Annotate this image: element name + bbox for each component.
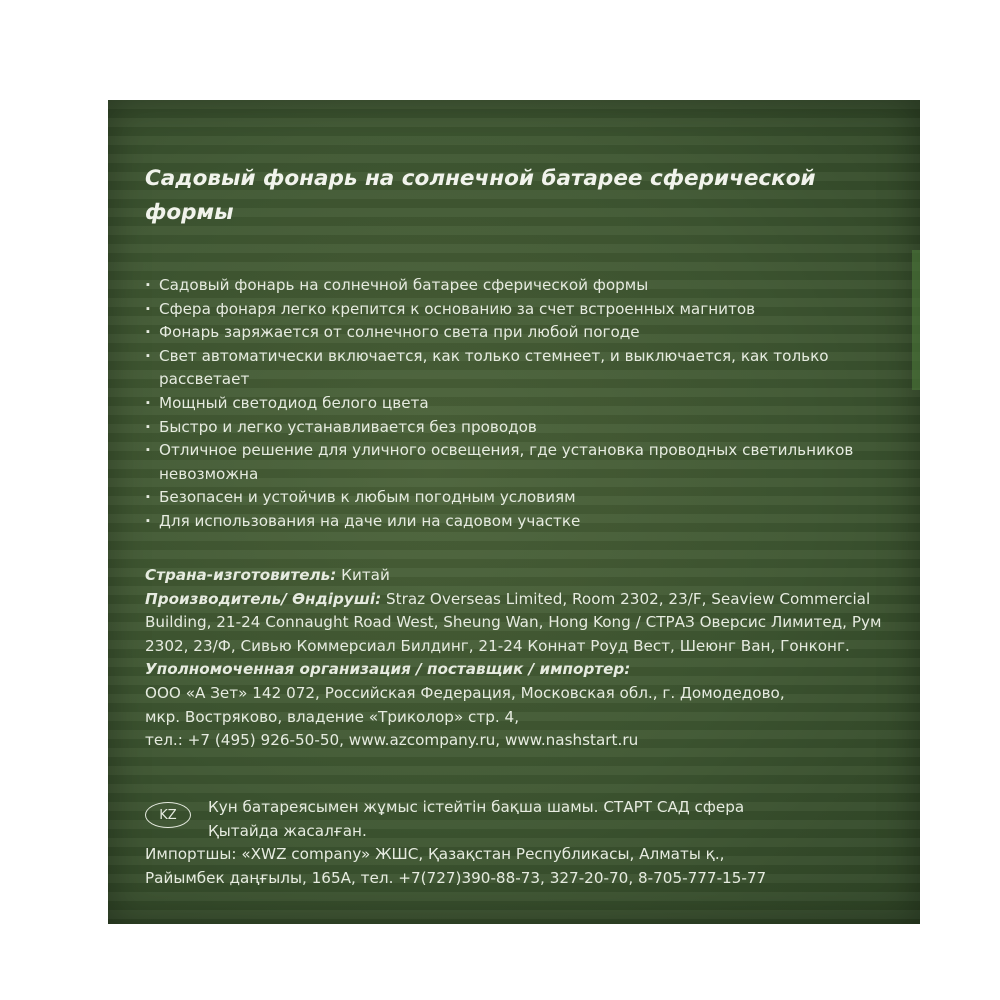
- kazakh-line: Кун батареясымен жұмыс істейтін бақша шамы. СТАРТ САД сфера: [208, 798, 745, 816]
- feature-item: · Фонарь заряжается от солнечного света при любой погоде: [145, 321, 890, 345]
- importer-label: Уполномоченная организация / поставщик / импортер:: [145, 660, 631, 679]
- kazakh-importer-line: Импортшы: «XWZ company» ЖШС, Қазақстан Республикасы, Алматы қ.,: [145, 845, 725, 864]
- package-text-block: [145, 162, 890, 887]
- feature-item: · Садовый фонарь на солнечной батарее сферической формы: [145, 274, 890, 298]
- panel-edge-mark: [912, 250, 920, 390]
- feature-item: · Для использования на даче или на садовом участке: [145, 510, 890, 534]
- product-title: Садовый фонарь на солнечной батарее сферической формы: [145, 166, 816, 225]
- feature-item: · Быстро и легко устанавливается без проводов: [145, 416, 890, 440]
- manufacturer-line: [145, 588, 890, 659]
- feature-item: · Отличное решение для уличного освещения, где установка проводных светильников невозможна: [145, 439, 890, 486]
- country-label: Страна-изготовитель:: [145, 566, 337, 584]
- feature-item: · Сфера фонаря легко крепится к основанию за счет встроенных магнитов: [145, 298, 890, 322]
- importer-line: тел.: +7 (495) 926-50-50, www.azcompany.ru, www.nashstart.ru: [145, 731, 639, 750]
- kazakh-row: [145, 796, 890, 843]
- country-value: Китай: [341, 566, 390, 584]
- feature-item: · Безопасен и устойчив к любым погодным условиям: [145, 486, 890, 510]
- kazakh-description: [208, 796, 744, 843]
- feature-item: · Мощный светодиод белого цвета: [145, 392, 890, 416]
- importer-line: мкр. Востряково, владение «Триколор» стр. 4,: [145, 707, 520, 726]
- kazakh-importer: [145, 843, 890, 890]
- manufacturer-info: [145, 564, 890, 753]
- importer-line: ООО «А Зет» 142 072, Российская Федерация, Московская обл., г. Домодедово,: [145, 683, 785, 702]
- country-line: [145, 564, 890, 588]
- kazakh-line: Қытайда жасалған.: [208, 821, 367, 840]
- manufacturer-value: Straz Overseas Limited, Room 2302, 23/F, Seaview Commercial Building, 21-24 Connaught Road West, Sheung Wan, Hong Kong / СТРАЗ Оверсис Лимитед, Рум 2302, 23/Ф, Сивью Коммерсиал Билдинг, 21-24 Коннат Роуд Вест, Шеюнг Ван, Гонконг.: [145, 589, 882, 655]
- kazakh-importer-line: Райымбек даңғылы, 165А, тел. +7(727)390-88-73, 327-20-70, 8-705-777-15-77: [145, 868, 767, 887]
- feature-item: · Свет автоматически включается, как только стемнеет, и выключается, как только рассветает: [145, 345, 890, 392]
- manufacturer-label: Производитель/ Өндіруші:: [145, 589, 382, 608]
- kazakh-section: [145, 796, 890, 890]
- feature-list: [145, 274, 890, 534]
- kz-badge-icon: KZ: [145, 802, 191, 828]
